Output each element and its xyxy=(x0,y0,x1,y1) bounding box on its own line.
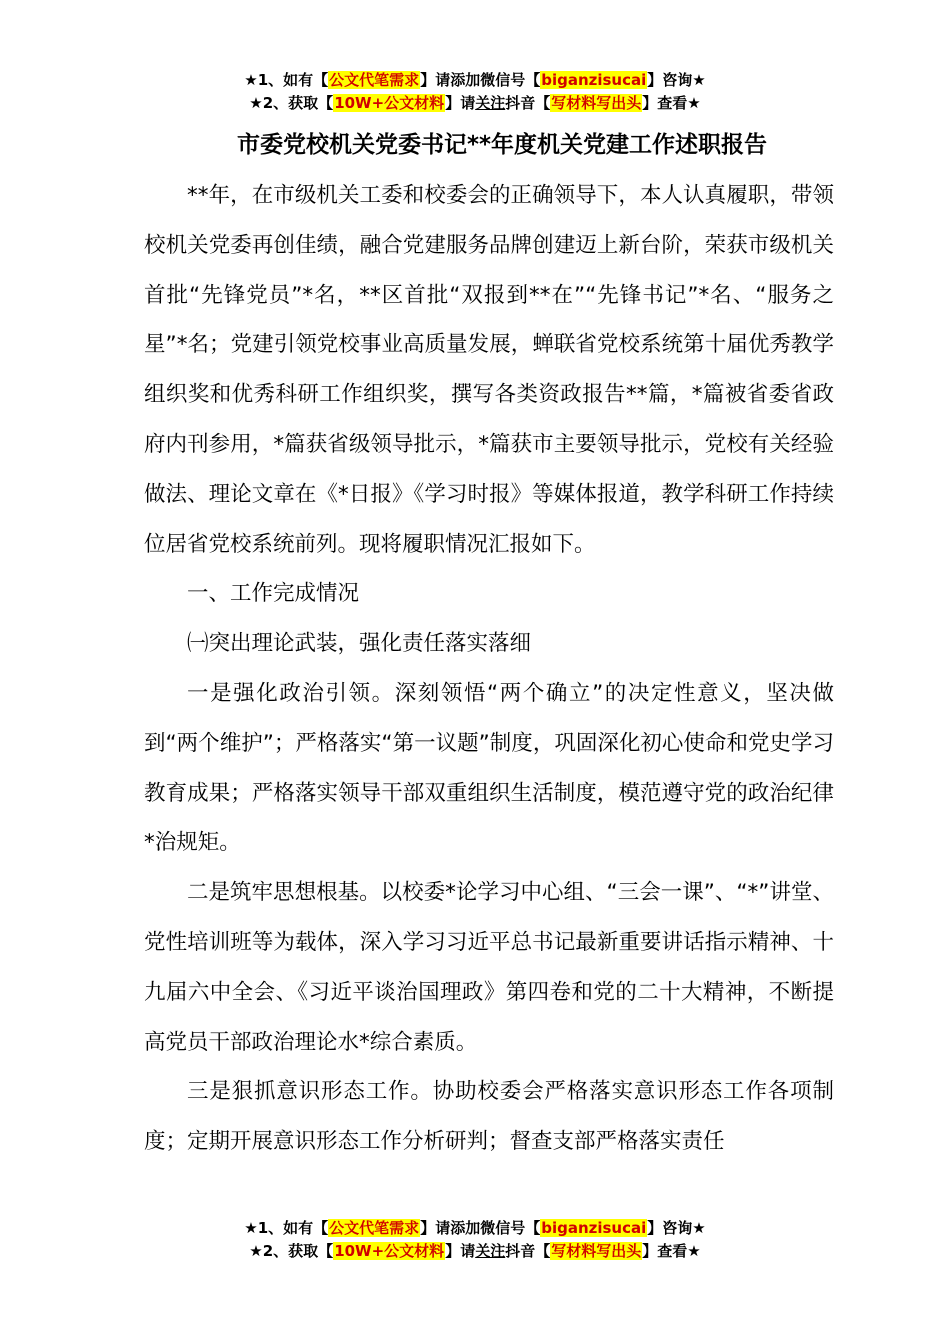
banner-highlight-wechat-id: biganzisucai xyxy=(541,71,647,89)
banner-line-1 xyxy=(0,69,950,92)
banner-line-2 xyxy=(0,1240,950,1263)
banner-text: 】查看★ xyxy=(642,1242,701,1260)
banner-text: ★2、获取【 xyxy=(249,1242,334,1260)
banner-text: 】查看★ xyxy=(642,94,701,112)
banner-text: 】请 xyxy=(445,94,476,112)
document-body xyxy=(144,171,834,1167)
banner-text-underlined: 关注 xyxy=(475,94,506,112)
banner-text: 】请添加微信号【 xyxy=(420,71,541,89)
body-paragraph: 一是强化政治引领。深刻领悟“两个确立”的决定性意义，坚决做到“两个维护”；严格落实“第一议题”制度，巩固深化初心使命和党史学习教育成果；严格落实领导干部双重组织生活制度，模范遵守党的政治纪律*治规矩。 xyxy=(144,680,834,856)
banner-text: ★2、获取【 xyxy=(249,94,334,112)
banner-text: 】咨询★ xyxy=(647,1219,706,1237)
header-banner xyxy=(0,69,950,115)
banner-line-2 xyxy=(0,92,950,115)
banner-highlight: 公文代笔需求 xyxy=(329,1219,420,1237)
banner-text-underlined: 关注 xyxy=(475,1242,506,1260)
document-title: 市委党校机关党委书记**年度机关党建工作述职报告 xyxy=(236,132,768,158)
banner-highlight: 10W+公文材料 xyxy=(334,1242,445,1260)
body-paragraph: **年，在市级机关工委和校委会的正确领导下，本人认真履职，带领校机关党委再创佳绩，融合党建服务品牌创建迈上新台阶，荣获市级机关首批“先锋党员”*名，**区首批“双报到**在”“先锋书记”*名、“服务之星”*名；党建引领党校事业高质量发展，蝉联省党校系统第十届优秀教学组织奖和优秀科研工作组织奖，撰写各类资政报告**篇，*篇被省委省政府内刊参用，*篇获省级领导批示，*篇获市主要领导批示，党校有关经验做法、理论文章在《*日报》《学习时报》等媒体报道，教学科研工作持续位居省党校系统前列。现将履职情况汇报如下。 xyxy=(144,183,834,557)
banner-line-1 xyxy=(0,1217,950,1240)
banner-text: 】请 xyxy=(445,1242,476,1260)
footer-banner xyxy=(0,1217,950,1263)
banner-text: 抖音【 xyxy=(505,94,551,112)
banner-text: 】咨询★ xyxy=(647,71,706,89)
banner-highlight: 公文代笔需求 xyxy=(329,71,420,89)
banner-text: 抖音【 xyxy=(505,1242,551,1260)
banner-highlight-account: 写材料写出头 xyxy=(551,1242,642,1260)
subsection-heading: ㈠突出理论武装，强化责任落实落细 xyxy=(187,631,532,657)
body-paragraph: 三是狠抓意识形态工作。协助校委会严格落实意识形态工作各项制度；定期开展意识形态工作分析研判；督查支部严格落实责任 xyxy=(144,1079,834,1155)
banner-highlight-wechat-id: biganzisucai xyxy=(541,1219,647,1237)
body-paragraph: 二是筑牢思想根基。以校委*论学习中心组、“三会一课”、“*”讲堂、党性培训班等为载体，深入学习习近平总书记最新重要讲话指示精神、十九届六中全会、《习近平谈治国理政》第四卷和党的二十大精神，不断提高党员干部政治理论水*综合素质。 xyxy=(144,880,834,1055)
section-heading: 一、工作完成情况 xyxy=(187,581,360,607)
banner-highlight: 10W+公文材料 xyxy=(334,94,445,112)
banner-text: ★1、如有【 xyxy=(244,1219,329,1237)
banner-text: 】请添加微信号【 xyxy=(420,1219,541,1237)
banner-text: ★1、如有【 xyxy=(244,71,329,89)
banner-highlight-account: 写材料写出头 xyxy=(551,94,642,112)
